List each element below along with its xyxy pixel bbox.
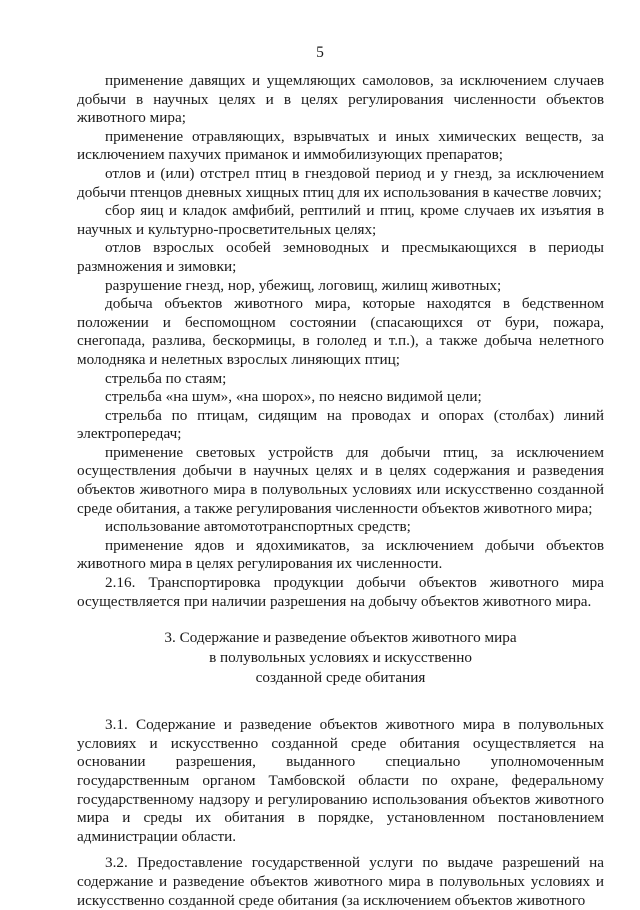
list-item: применение световых устройств для добычи птиц, за исключением осуществления добычи в научных целях и в целях содержания и разведения объектов животного мира в полувольных условиях или искусственно созданной среде обитания, а также регулирования численности объектов животного мира;	[77, 443, 604, 517]
section-heading-line: 3. Содержание и разведение объектов животного мира	[164, 629, 517, 647]
list-item: применение отравляющих, взрывчатых и иных химических веществ, за исключением пахучих приманок и иммобилизующих препаратов;	[77, 127, 604, 164]
list-item: отлов и (или) отстрел птиц в гнездовой период и у гнезд, за исключением добычи птенцов дневных хищных птиц для их использования в качестве ловчих;	[77, 164, 604, 201]
document-body	[77, 72, 604, 910]
list-item: добыча объектов животного мира, которые находятся в бедственном положении и беспомощном состоянии (спасающихся от бури, пожара, снегопада, разлива, бескормицы, в гололед и т.п.), а также добыча нелетного молодняка и нелетных взрослых линяющих птиц;	[77, 295, 604, 368]
section-heading	[77, 628, 604, 688]
page-number: 5	[316, 44, 324, 61]
clause-3-2: 3.2. Предоставление государственной услуги по выдаче разрешений на содержание и разведение объектов животного мира в полувольных условиях и искусственно созданной среде обитания (за исключением объектов животного	[77, 854, 604, 909]
list-item: стрельба по стаям;	[105, 369, 227, 387]
list-item: стрельба «на шум», «на шорох», по неясно видимой цели;	[105, 388, 482, 406]
list-item: отлов взрослых особей земноводных и пресмыкающихся в периоды размножения и зимовки;	[77, 239, 604, 275]
list-item: использование автомототранспортных средств;	[105, 518, 411, 536]
list-item: применение ядов и ядохимикатов, за исключением добычи объектов животного мира в целях регулирования их численности.	[77, 536, 604, 573]
list-item: разрушение гнезд, нор, убежищ, логовищ, жилищ животных;	[105, 276, 502, 294]
list-item: применение давящих и ущемляющих самоловов, за исключением случаев добычи в научных целях и в целях регулирования численности объектов животного мира;	[77, 72, 604, 127]
clause-2-16: 2.16. Транспортировка продукции добычи объектов животного мира осуществляется при наличии разрешения на добычу объектов животного мира.	[77, 574, 604, 610]
section-heading-line: в полувольных условиях и искусственно	[209, 649, 472, 667]
clause-3-1: 3.1. Содержание и разведение объектов животного мира в полувольных условиях и искусственно созданной среде обитания осуществляется на основании разрешения, выданного специально уполномоченным государственным органом Тамбовской области по охране, федеральному государственному надзору и регулированию использования объектов животного мира и среды их обитания в порядке, установленном постановлением администрации области.	[77, 716, 604, 845]
section-heading-line: созданной среде обитания	[255, 669, 426, 687]
list-item: сбор яиц и кладок амфибий, рептилий и птиц, кроме случаев их изъятия в научных и культурно-просветительных целях;	[77, 202, 604, 238]
list-item: стрельба по птицам, сидящим на проводах и опорах (столбах) линий электропередач;	[77, 406, 604, 443]
